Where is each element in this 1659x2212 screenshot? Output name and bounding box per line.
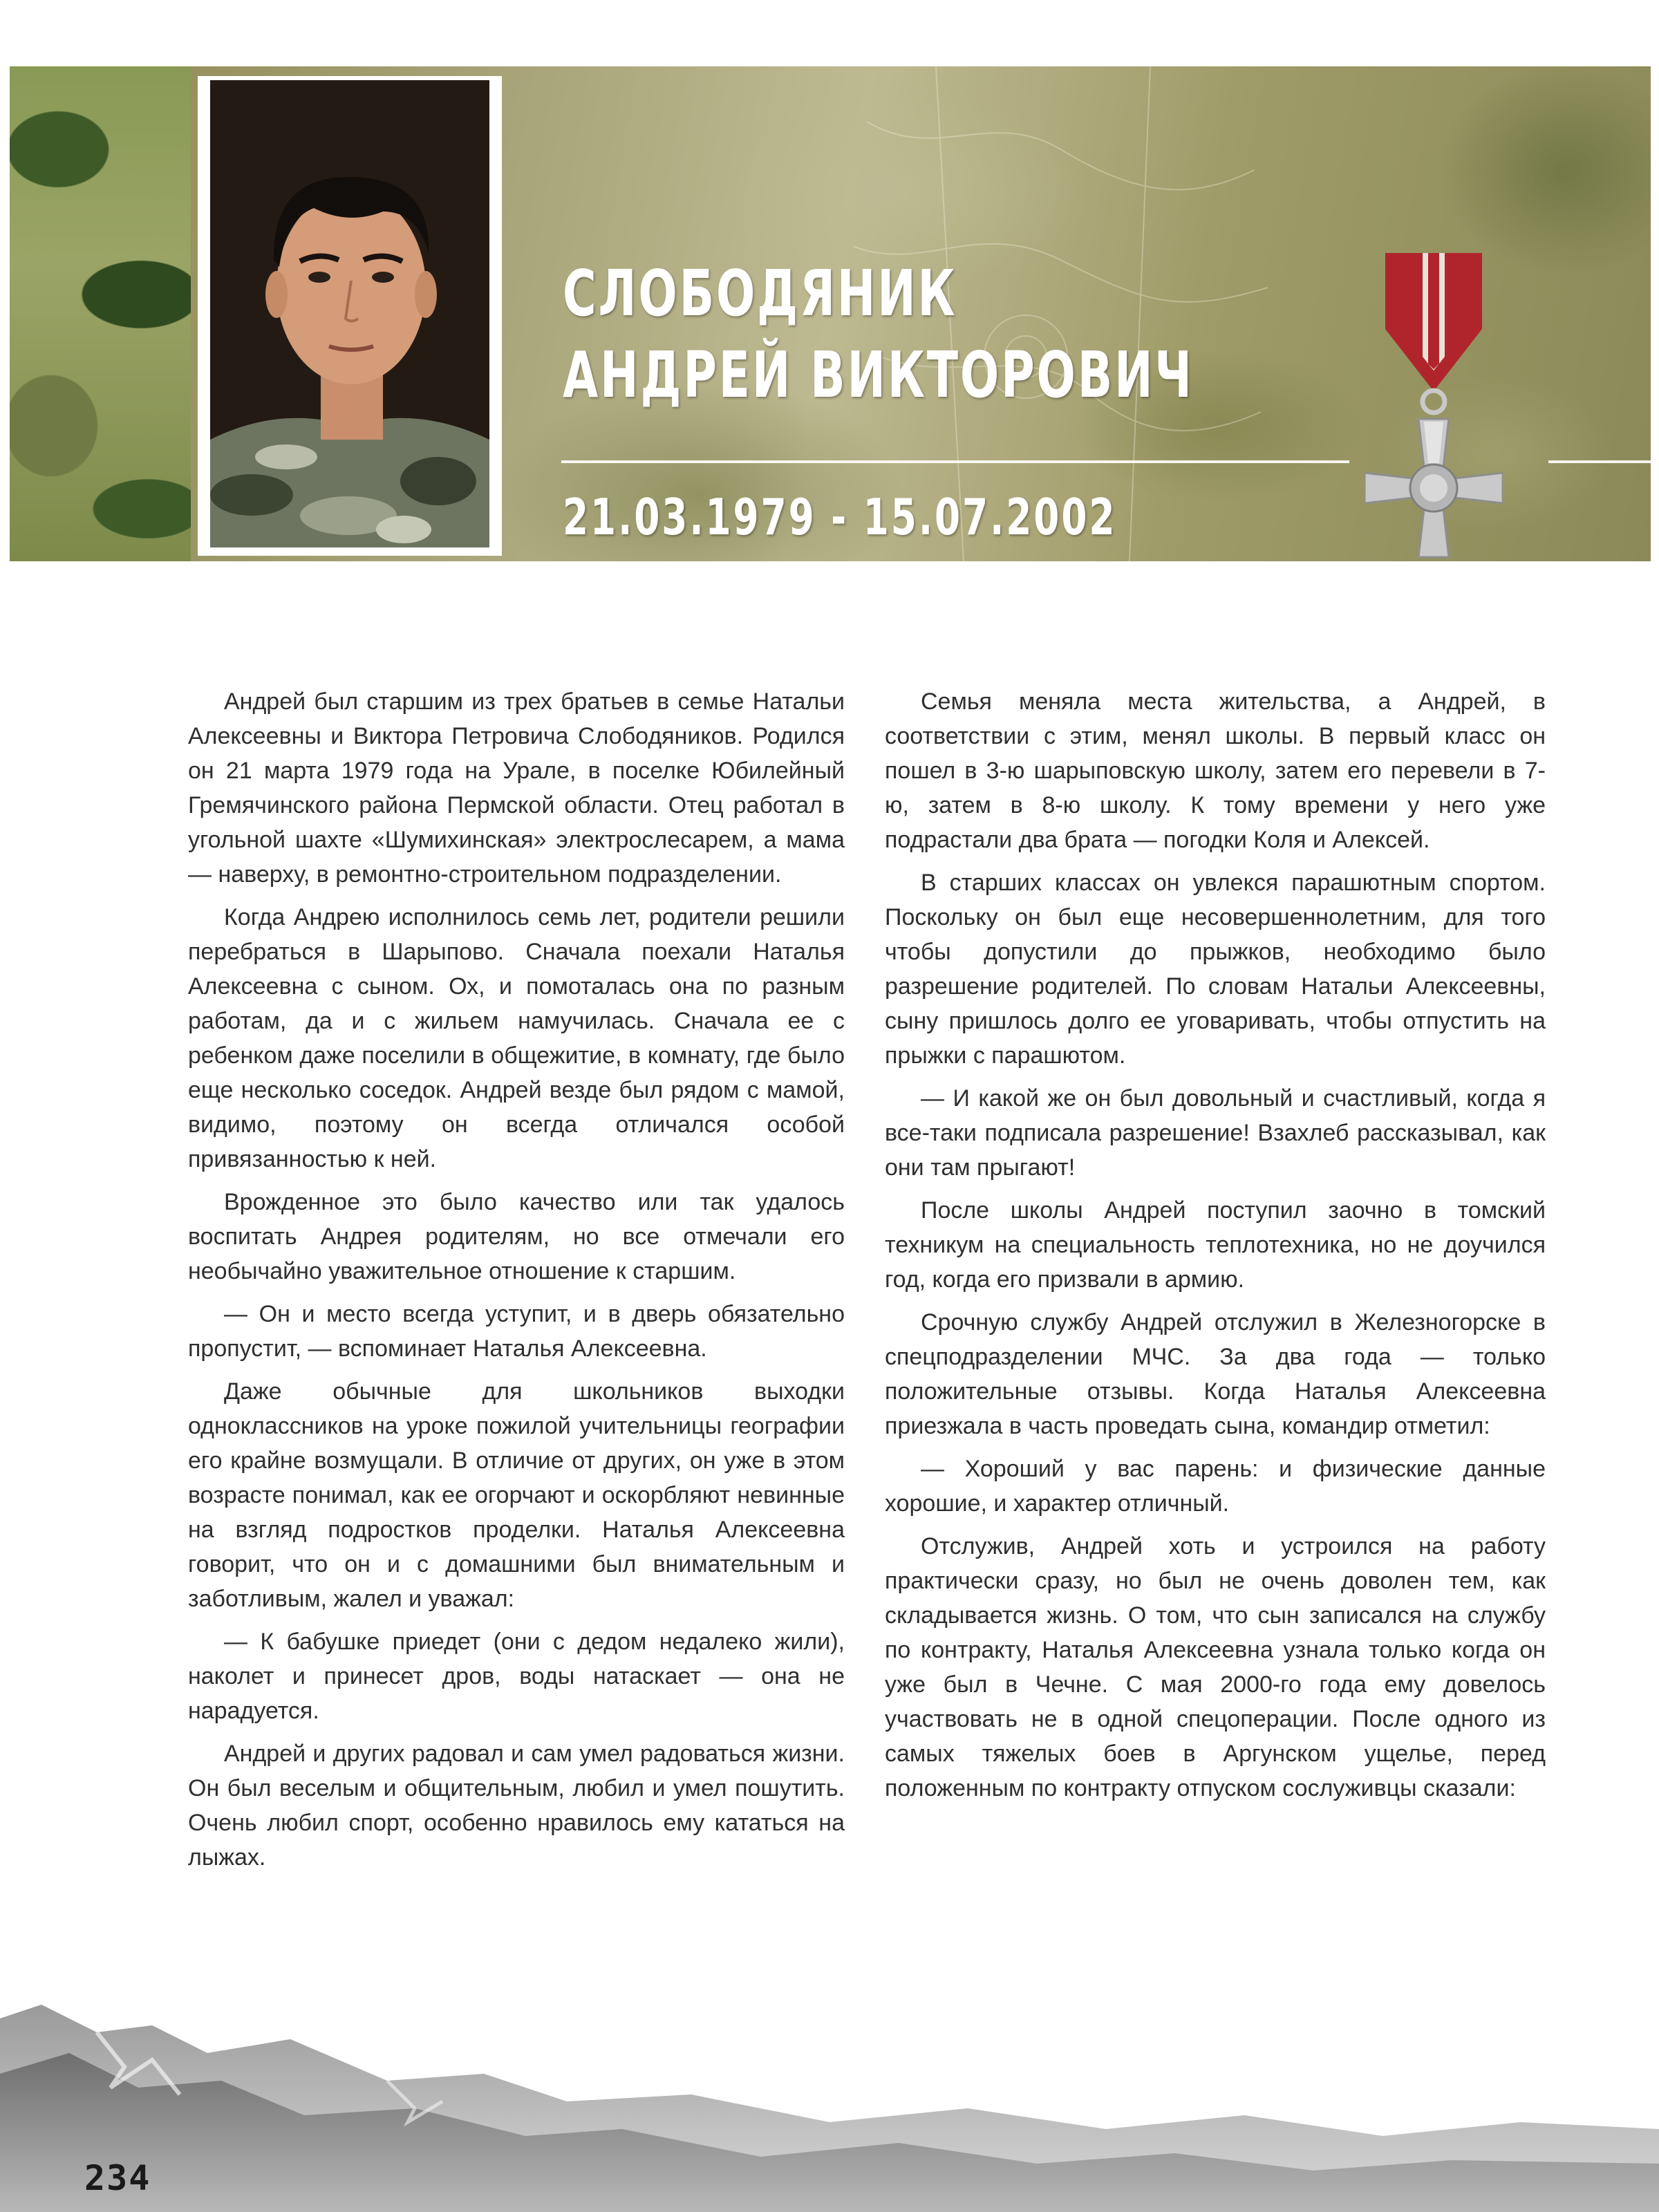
life-dates: 21.03.1979 - 15.07.2002	[563, 488, 1117, 546]
paragraph: После школы Андрей поступил заочно в томский техникум на специальность теплотехника, но не доучился год, когда его призвали в армию.	[885, 1197, 1546, 1293]
portrait-illustration	[210, 80, 489, 547]
paragraph: В старших классах он увлекся парашютным спортом. Поскольку он был еще несовершеннолетним, для того чтобы допустили до прыжков, необходимо было разрешение родителей. По словам Натальи Алексеевны, сыну пришлось долго ее уговаривать, чтобы отпустить на прыжки с парашютом.	[885, 870, 1546, 1069]
camouflage-pattern	[10, 66, 191, 561]
paragraph: Срочную службу Андрей отслужил в Железногорске в спецподразделении МЧС. За два года — только положительные отзывы. Когда Наталья Алексеевна приезжала в часть проведать сына, командир отметил:	[885, 1309, 1546, 1439]
page-number: 234	[84, 2158, 151, 2198]
mountain-landscape	[0, 1991, 1659, 2212]
paragraph: Даже обычные для школьников выходки одноклассников на уроке пожилой учительницы географии его крайне возмущали. В отличие от других, он уже в этом возрасте понимал, как ее огорчают и оскорбляют невинные на взгляд подростков проделки. Наталья Алексеевна говорит, что он и с домашними был внимательным и заботливым, жалел и уважал:	[188, 1378, 845, 1612]
paragraph: Когда Андрею исполнилось семь лет, родители решили перебраться в Шарыпово. Сначала поехали Наталья Алексеевна с сыном. Ох, и помоталась она по разным работам, да и с жильем намучилась. Сначала ее с ребенком даже поселили в общежитие, в комнату, где было еще несколько соседок. Андрей везде был рядом с мамой, видимо, поэтому он всегда отличался особой привязанностью к ней.	[188, 904, 845, 1172]
paragraph: Андрей был старшим из трех братьев в семье Натальи Алексеевны и Виктора Петровича Слободяников. Родился он 21 марта 1979 года на Урале, в поселке Юбилейный Гремячинского района Пермской области. Отец работал в угольной шахте «Шумихинская» электрослесарем, а мама — наверху, в ремонтно-строительном подразделении.	[188, 688, 845, 888]
quote-paragraph: — И какой же он был довольный и счастливый, когда я все-таки подписала разрешение! Взахлеб рассказывал, как они там прыгают!	[885, 1085, 1546, 1181]
article-column-right	[885, 684, 1546, 1814]
article-column-left	[188, 684, 845, 1883]
name-block	[563, 253, 1439, 416]
paragraph: Семья меняла места жительства, а Андрей, в соответствии с этим, менял школы. В первый класс он пошел в 3-ю шарыповскую школу, затем его перевели в 7-ю, затем в 8-ю школу. К тому времени у него уже подрастали два брата — погодки Коля и Алексей.	[885, 688, 1546, 853]
portrait-photo	[210, 80, 489, 547]
header-banner	[10, 66, 1651, 561]
portrait-frame	[198, 76, 502, 556]
quote-paragraph: — Хороший у вас парень: и физические данные хорошие, и характер отличный.	[885, 1456, 1546, 1517]
paragraph: Андрей и других радовал и сам умел радоваться жизни. Он был веселым и общительным, любил и умел пошутить. Очень любил спорт, особенно нравилось ему кататься на лыжах.	[188, 1741, 845, 1871]
quote-paragraph: — К бабушке приедет (они с дедом недалеко жили), наколет и принесет дров, воды натаскает — она не нарадуется.	[188, 1629, 845, 1724]
title-divider	[561, 460, 1349, 463]
given-names-heading: АНДРЕЙ ВИКТОРОВИЧ	[563, 338, 1194, 412]
paragraph: Отслужив, Андрей хоть и устроился на работу практически сразу, но был не очень доволен тем, как складывается жизнь. О том, что сын записался на службу по контракту, Наталья Алексеевна узнала только когда он уже был в Чечне. С мая 2000-го года ему довелось участвовать не в одной спецоперации. После одного из самых тяжелых боев в Аргунском ущелье, перед положенным по контракту отпуском сослуживцы сказали:	[885, 1533, 1546, 1801]
surname-heading: СЛОБОДЯНИК	[563, 256, 957, 330]
paragraph: Врожденное это было качество или так удалось воспитать Андрея родителям, но все отмечали его необычайно уважительное отношение к старшим.	[188, 1189, 845, 1284]
order-of-courage-icon	[1365, 253, 1503, 561]
title-divider-right	[1548, 460, 1651, 463]
quote-paragraph: — Он и место всегда уступит, и в дверь обязательно пропустит, — вспоминает Наталья Алексеевна.	[188, 1301, 845, 1362]
